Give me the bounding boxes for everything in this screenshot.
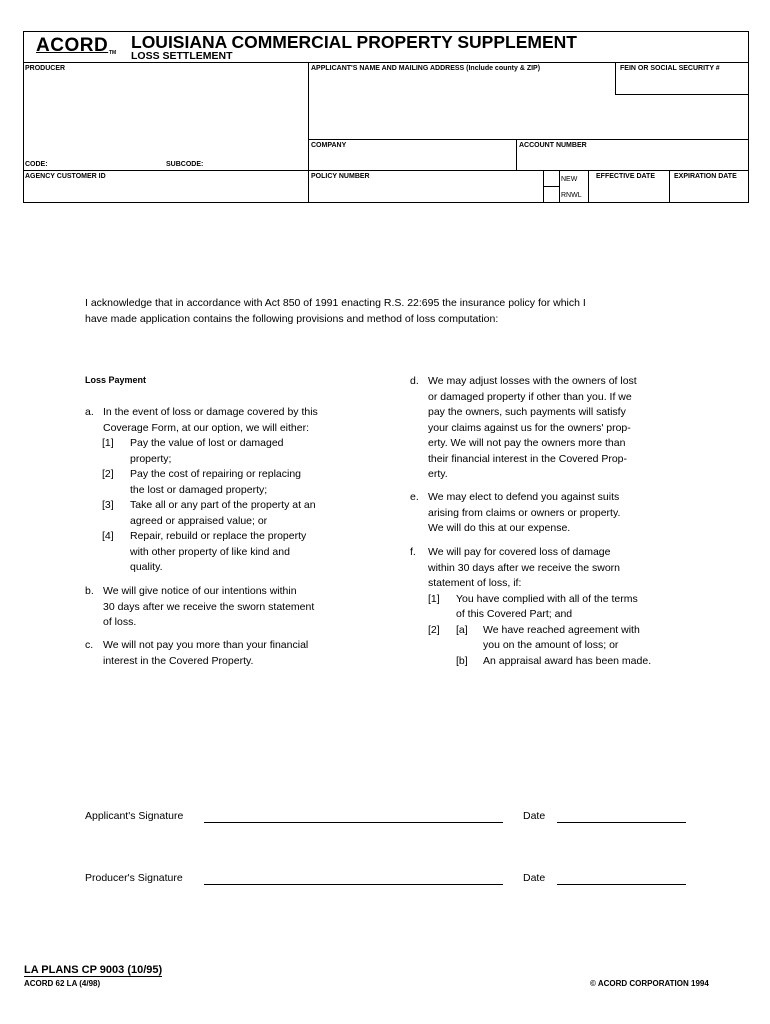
- effective-date-label: EFFECTIVE DATE: [596, 173, 655, 180]
- item-marker: a.: [85, 406, 94, 418]
- producer-date-label: Date: [523, 872, 546, 884]
- item-line: In the event of loss or damage covered by this: [103, 406, 318, 418]
- producer-label: PRODUCER: [25, 65, 66, 72]
- item-line: statement of loss, if:: [428, 577, 522, 589]
- copyright: © ACORD CORPORATION 1994: [590, 979, 709, 988]
- applicant-signature-line[interactable]: [204, 822, 503, 823]
- form-number: ACORD 62 LA (4/98): [24, 979, 101, 988]
- intro-line: I acknowledge that in accordance with Act 850 of 1991 enacting R.S. 22:695 the insurance policy for which I: [85, 297, 586, 309]
- applicant-label: APPLICANT'S NAME AND MAILING ADDRESS (Include county & ZIP): [311, 65, 541, 72]
- subcode-label: SUBCODE:: [166, 161, 204, 168]
- item-line: We have reached agreement with: [483, 623, 640, 636]
- item-marker: [2]: [428, 623, 440, 636]
- agency-customer-id-label: AGENCY CUSTOMER ID: [25, 173, 106, 180]
- acord-logo-tm: TM: [109, 50, 117, 56]
- item-marker: d.: [410, 375, 419, 387]
- item-line: quality.: [130, 561, 163, 573]
- item-line: 30 days after we receive the sworn statement: [103, 600, 315, 613]
- item-line: agreed or appraised value; or: [130, 514, 268, 527]
- item-line: the lost or damaged property;: [130, 483, 268, 496]
- item-marker: b.: [85, 585, 94, 597]
- intro-paragraph: [85, 296, 586, 327]
- item-line: Pay the cost of repairing or replacing: [130, 468, 302, 480]
- fein-label: FEIN OR SOCIAL SECURITY #: [620, 65, 720, 72]
- item-marker: [4]: [102, 530, 114, 542]
- item-line: We will give notice of our intentions within: [103, 585, 297, 597]
- item-line: or damaged property if other than you. If we: [428, 390, 632, 403]
- item-line: within 30 days after we receive the sworn: [428, 561, 621, 574]
- item-line: Coverage Form, at our option, we will either:: [103, 421, 310, 434]
- item-line: We may elect to defend you against suits: [428, 491, 620, 503]
- item-line: pay the owners, such payments will satisfy: [428, 406, 626, 418]
- item-line: arising from claims or owners or property.: [428, 506, 621, 519]
- producer-date-line[interactable]: [557, 884, 686, 885]
- item-marker: [3]: [102, 499, 114, 511]
- item-line: We may adjust losses with the owners of lost: [428, 375, 637, 387]
- item-line: interest in the Covered Property.: [103, 654, 254, 667]
- producer-signature-line[interactable]: [204, 884, 503, 885]
- item-line: Pay the value of lost or damaged: [130, 437, 284, 449]
- intro-line: have made application contains the following provisions and method of loss computation:: [85, 312, 499, 325]
- item-marker: [1]: [428, 592, 440, 605]
- item-line: erty.: [428, 468, 448, 480]
- applicant-date-label: Date: [523, 810, 546, 822]
- expiration-date-label: EXPIRATION DATE: [674, 173, 737, 180]
- rnwl-label: RNWL: [561, 192, 582, 199]
- item-sub-marker: [a]: [456, 623, 468, 636]
- left-column: [85, 405, 365, 705]
- loss-payment-heading: Loss Payment: [85, 375, 147, 385]
- new-label: NEW: [561, 176, 578, 183]
- item-marker: [b]: [456, 654, 468, 667]
- item-marker: [2]: [102, 468, 114, 480]
- item-marker: e.: [410, 491, 419, 503]
- item-line: of this Covered Part; and: [456, 608, 573, 620]
- form-title: LOUISIANA COMMERCIAL PROPERTY SUPPLEMENT: [131, 32, 577, 52]
- item-line: with other property of like kind and: [130, 545, 290, 558]
- item-line: you on the amount of loss; or: [483, 639, 619, 651]
- applicant-signature-label: Applicant's Signature: [85, 810, 184, 822]
- item-line: Repair, rebuild or replace the property: [130, 530, 307, 542]
- policy-number-label: POLICY NUMBER: [311, 173, 370, 180]
- producer-signature-label: Producer's Signature: [85, 872, 183, 884]
- acord-logo: ACORD: [36, 35, 109, 56]
- item-marker: f.: [410, 546, 416, 558]
- applicant-date-line[interactable]: [557, 822, 686, 823]
- item-line: We will not pay you more than your financial: [103, 639, 309, 651]
- item-line: their financial interest in the Covered Prop-: [428, 452, 628, 465]
- item-marker: c.: [85, 639, 94, 651]
- item-line: You have complied with all of the terms: [456, 592, 638, 605]
- item-line: erty. We will not pay the owners more than: [428, 437, 626, 449]
- company-label: COMPANY: [311, 142, 347, 149]
- form-subtitle: LOSS SETTLEMENT: [131, 50, 233, 62]
- right-column: [410, 374, 710, 684]
- item-marker: [1]: [102, 437, 114, 449]
- account-number-label: ACCOUNT NUMBER: [519, 142, 587, 149]
- item-line: Take all or any part of the property at an: [130, 499, 316, 511]
- item-line: of loss.: [103, 616, 137, 628]
- item-line: your claims against us for the owners' prop-: [428, 421, 631, 434]
- item-line: An appraisal award has been made.: [483, 654, 652, 667]
- code-label: CODE:: [25, 161, 48, 168]
- plan-number: LA PLANS CP 9003 (10/95): [24, 964, 163, 976]
- item-line: We will pay for covered loss of damage: [428, 546, 611, 558]
- item-line: property;: [130, 452, 172, 465]
- item-line: We will do this at our expense.: [428, 522, 571, 534]
